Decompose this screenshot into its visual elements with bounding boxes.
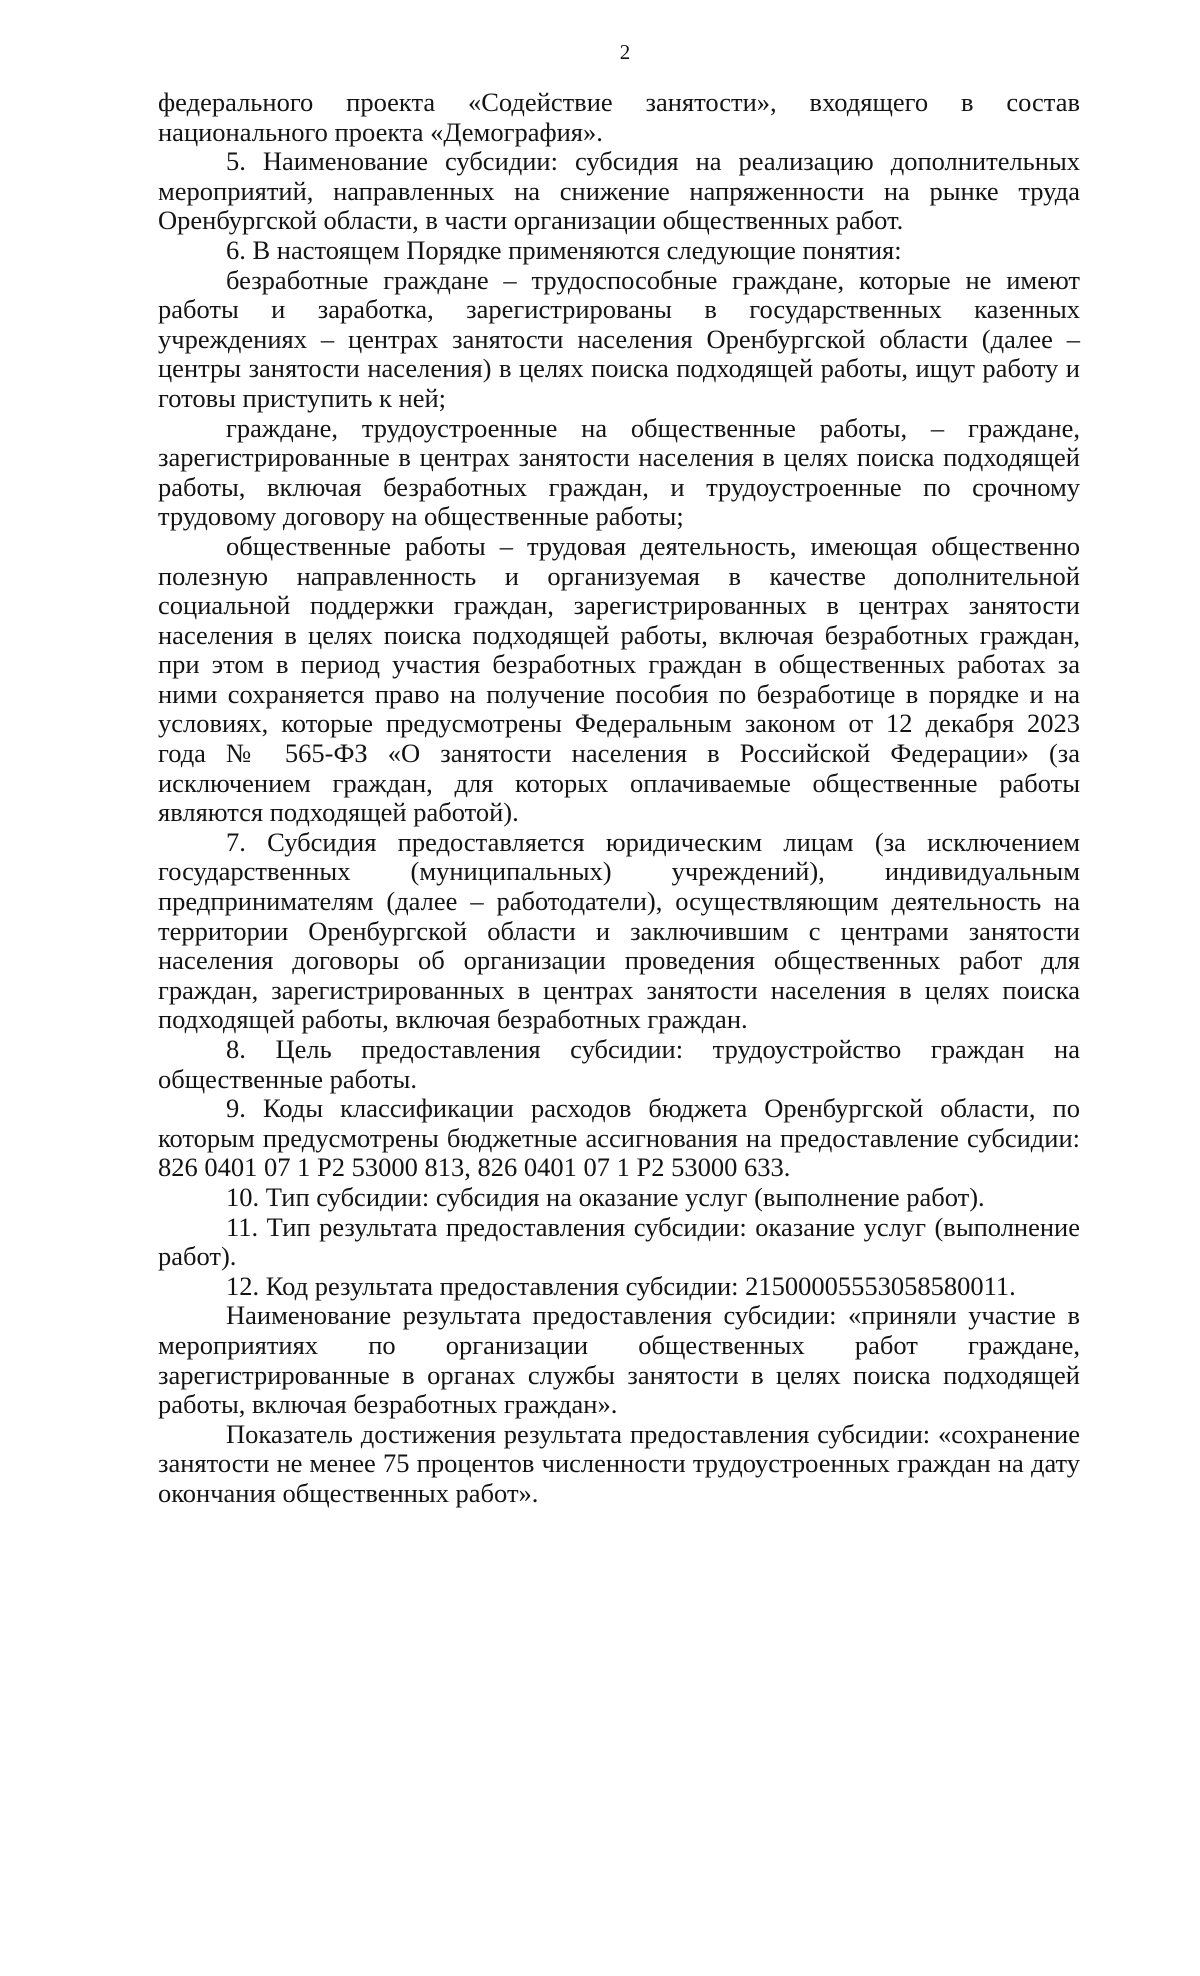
- definition-public-works: общественные работы – трудовая деятельность, имеющая общественно полезную направленность и организуемая в качестве дополнительной социальной поддержки граждан, зарегистрированных в центрах занятости населения в целях поиска подходящей работы, включая безработных граждан, при этом в период участия безработных граждан в общественных работах за ними сохраняется право на получение пособия по безработице в порядке и на условиях, которые предусмотрены Федеральным законом от 12 декабря 2023 года № 565-ФЗ «О занятости населения в Российской Федерации» (за исключением граждан, для которых оплачиваемые общественные работы являются подходящей работой).: [158, 530, 1080, 828]
- paragraph-10-subsidy-type: 10. Тип субсидии: субсидия на оказание услуг (выполнение работ).: [226, 1181, 985, 1212]
- paragraph-12-result-code: 12. Код результата предоставления субсидии: 21500005553058580011.: [226, 1270, 1016, 1301]
- document-body: [158, 88, 1080, 1509]
- definition-unemployed-citizens: безработные граждане – трудоспособные граждане, которые не имеют работы и заработка, зарегистрированы в государственных казенных учреждениях – центрах занятости населения Оренбургской области (далее – центры занятости населения) в целях поиска подходящей работы, ищут работу и готовы приступить к ней;: [158, 264, 1080, 413]
- paragraph-9-budget-codes: 9. Коды классификации расходов бюджета Оренбургской области, по которым предусмотрены бюджетные ассигнования на предоставление субсидии: 826 0401 07 1 Р2 53000 813, 826 0401 07 1 Р2 53000 633.: [158, 1093, 1080, 1183]
- paragraph-8-purpose: 8. Цель предоставления субсидии: трудоустройство граждан на общественные работы.: [158, 1034, 1080, 1094]
- paragraph-6-definitions: 6. В настоящем Порядке применяются следующие понятия:: [226, 234, 902, 265]
- paragraph-project-continuation: федерального проекта «Содействие занятости», входящего в состав национального проекта «Демография».: [158, 87, 1080, 147]
- paragraph-7-recipients: 7. Субсидия предоставляется юридическим лицам (за исключением государственных (муниципальных) учреждений), индивидуальным предпринимателям (далее – работодатели), осуществляющим деятельность на территории Оренбургской области и заключившим с центрами занятости населения договоры об организации проведения общественных работ для граждан, зарегистрированных в центрах занятости населения в целях поиска подходящей работы, включая безработных граждан.: [158, 826, 1080, 1035]
- paragraph-result-name: Наименование результата предоставления субсидии: «приняли участие в мероприятиях по организации общественных работ граждане, зарегистрированные в органах службы занятости в целях поиска подходящей работы, включая безработных граждан».: [158, 1300, 1080, 1420]
- definition-employed-citizens: граждане, трудоустроенные на общественные работы, – граждане, зарегистрированные в центрах занятости населения в целях поиска подходящей работы, включая безработных граждан, и трудоустроенные по срочному трудовому договору на общественные работы;: [158, 412, 1080, 532]
- paragraph-result-indicator: Показатель достижения результата предоставления субсидии: «сохранение занятости не менее 75 процентов численности трудоустроенных граждан на дату окончания общественных работ».: [158, 1418, 1080, 1508]
- page-number: 2: [619, 40, 631, 64]
- paragraph-5-subsidy-name: 5. Наименование субсидии: субсидия на реализацию дополнительных мероприятий, направленных на снижение напряженности на рынке труда Оренбургской области, в части организации общественных работ.: [158, 146, 1080, 236]
- paragraph-11-result-type: 11. Тип результата предоставления субсидии: оказание услуг (выполнение работ).: [158, 1211, 1080, 1272]
